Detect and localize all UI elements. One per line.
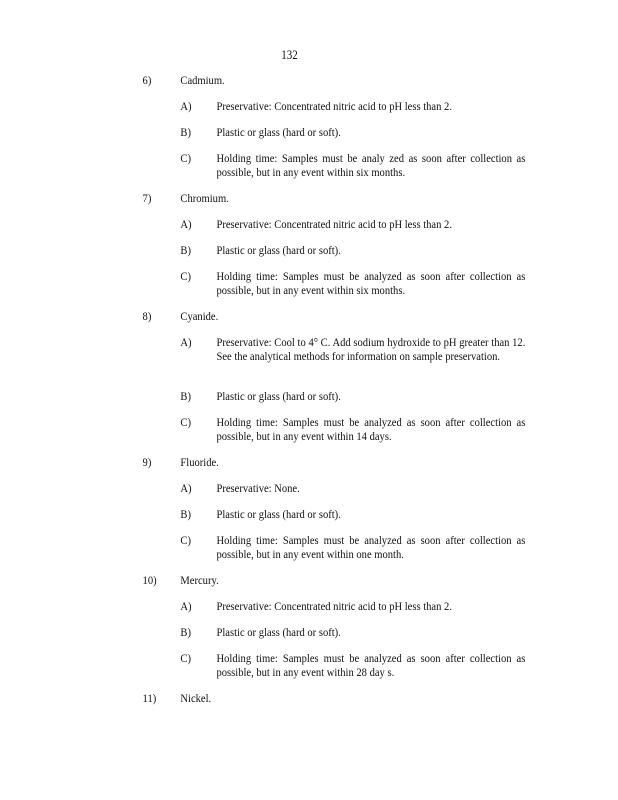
item-letter: B)	[180, 507, 191, 521]
item-text: Plastic or glass (hard or soft).	[216, 243, 341, 257]
item-letter: A)	[180, 599, 192, 613]
item-text: Holding time: Samples must be analyzed as soon after collection as possible, but in any event within six months.	[216, 269, 526, 297]
item-letter: A)	[180, 335, 192, 349]
section-number: 8)	[142, 309, 152, 323]
item-text: Preservative: None.	[216, 481, 300, 495]
item-letter: B)	[180, 243, 191, 257]
item-text: Holding time: Samples must be analy zed as soon after collection as possible, but in any event within six months.	[216, 151, 526, 179]
item-text: Preservative: Concentrated nitric acid to pH less than 2.	[216, 217, 452, 231]
section-title: Chromium.	[180, 191, 229, 205]
item-text: Plastic or glass (hard or soft).	[216, 125, 341, 139]
item-text: Plastic or glass (hard or soft).	[216, 625, 341, 639]
item-text: Holding time: Samples must be analyzed as soon after collection as possible, but in any event within one month.	[216, 533, 526, 561]
item-letter: B)	[180, 389, 191, 403]
item-text: Holding time: Samples must be analyzed as soon after collection as possible, but in any event within 14 days.	[216, 415, 526, 443]
item-text: Plastic or glass (hard or soft).	[216, 507, 341, 521]
item-letter: C)	[180, 269, 191, 283]
section-title: Mercury.	[180, 573, 219, 587]
section-number: 9)	[142, 455, 152, 469]
item-letter: C)	[180, 533, 191, 547]
section-title: Fluoride.	[180, 455, 219, 469]
section-number: 6)	[142, 73, 152, 87]
section-number: 10)	[142, 573, 157, 587]
section-title: Cadmium.	[180, 73, 225, 87]
section-number: 11)	[142, 691, 157, 705]
item-text: Preservative: Cool to 4° C. Add sodium hydroxide to pH greater than 12. See the analytical methods for information on sample preservation.	[216, 335, 526, 363]
item-letter: B)	[180, 625, 191, 639]
item-letter: C)	[180, 415, 191, 429]
item-letter: B)	[180, 125, 191, 139]
section-number: 7)	[142, 191, 152, 205]
item-text: Plastic or glass (hard or soft).	[216, 389, 341, 403]
item-letter: A)	[180, 99, 192, 113]
section-title: Cyanide.	[180, 309, 219, 323]
item-text: Preservative: Concentrated nitric acid to pH less than 2.	[216, 99, 452, 113]
item-letter: C)	[180, 151, 191, 165]
item-letter: C)	[180, 651, 191, 665]
item-text: Preservative: Concentrated nitric acid to pH less than 2.	[216, 599, 452, 613]
section-title: Nickel.	[180, 691, 212, 705]
item-text: Holding time: Samples must be analyzed as soon after collection as possible, but in any event within 28 day s.	[216, 651, 526, 679]
item-letter: A)	[180, 481, 192, 495]
item-letter: A)	[180, 217, 192, 231]
page-number: 132	[281, 48, 298, 62]
